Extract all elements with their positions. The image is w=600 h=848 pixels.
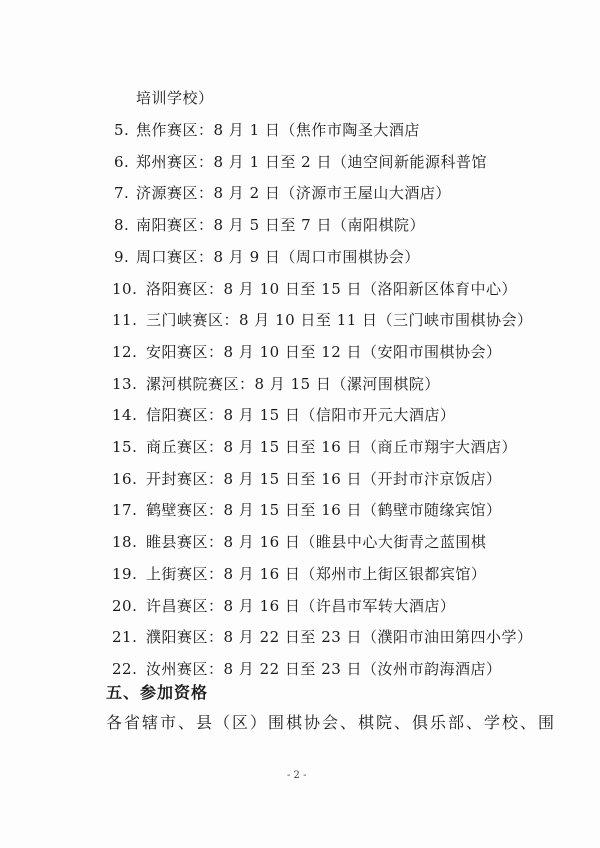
venue-item bbox=[112, 500, 502, 520]
venue-number: 14. bbox=[112, 406, 138, 424]
venue-number: 16. bbox=[112, 470, 138, 488]
venue-number: 17. bbox=[112, 501, 138, 519]
venue-text: 南阳赛区：8 月 5 日至 7 日（南阳棋院） bbox=[136, 216, 425, 234]
venue-text: 鹤壁赛区：8 月 15 日至 16 日（鹤壁市随缘宾馆） bbox=[146, 501, 502, 519]
venue-text: 汝州赛区：8 月 22 日至 23 日（汝州市韵海酒店） bbox=[146, 660, 502, 678]
venue-number: 10. bbox=[112, 280, 138, 298]
venue-number: 12. bbox=[112, 343, 138, 361]
venue-text: 信阳赛区：8 月 15 日（信阳市开元大酒店） bbox=[146, 406, 456, 424]
venue-item bbox=[114, 120, 420, 140]
venue-number: 6. bbox=[114, 153, 130, 171]
venue-item bbox=[112, 279, 517, 299]
venue-text: 漯河棋院赛区：8 月 15 日（漯河围棋院） bbox=[146, 375, 440, 393]
venue-item bbox=[112, 469, 502, 489]
venue-number: 21. bbox=[112, 628, 138, 646]
venue-item bbox=[112, 405, 455, 425]
venue-text: 睢县赛区：8 月 16 日（睢县中心大街青之蓝围棋 bbox=[146, 533, 487, 551]
venue-item bbox=[114, 183, 451, 203]
venue-item bbox=[112, 310, 533, 330]
section-heading: 五、参加资格 bbox=[106, 683, 209, 702]
venue-text: 洛阳赛区：8 月 10 日至 15 日（洛阳新区体育中心） bbox=[146, 280, 518, 298]
venue-text: 濮阳赛区：8 月 22 日至 23 日（濮阳市油田第四小学） bbox=[146, 628, 533, 646]
venue-item bbox=[112, 437, 517, 457]
page-number: - 2 - bbox=[287, 770, 307, 781]
venue-number: 9. bbox=[114, 248, 130, 266]
venue-number: 15. bbox=[112, 438, 138, 456]
venue-item bbox=[112, 374, 440, 394]
section-body: 各省辖市、县（区）围棋协会、棋院、俱乐部、学校、围 bbox=[106, 713, 557, 732]
venue-text: 三门峡赛区：8 月 10 日至 11 日（三门峡市围棋协会） bbox=[146, 311, 533, 329]
venue-text: 许昌赛区：8 月 16 日（许昌市军转大酒店） bbox=[146, 597, 456, 615]
venue-item bbox=[112, 659, 502, 679]
venue-item bbox=[112, 564, 486, 584]
venue-item bbox=[112, 342, 502, 362]
venue-item bbox=[114, 247, 420, 267]
venue-number: 8. bbox=[114, 216, 130, 234]
venue-text: 周口赛区：8 月 9 日（周口市围棋协会） bbox=[136, 248, 420, 266]
venue-number: 5. bbox=[114, 121, 130, 139]
venue-number: 18. bbox=[112, 533, 138, 551]
venue-text: 开封赛区：8 月 15 日至 16 日（开封市汴京饭店） bbox=[146, 470, 502, 488]
venue-number: 7. bbox=[114, 184, 130, 202]
venue-number: 22. bbox=[112, 660, 138, 678]
continuation-line: 培训学校） bbox=[136, 89, 214, 107]
venue-text: 商丘赛区：8 月 15 日至 16 日（商丘市翔宇大酒店） bbox=[146, 438, 518, 456]
venue-item bbox=[112, 627, 533, 647]
venue-item bbox=[112, 596, 455, 616]
venue-number: 13. bbox=[112, 375, 138, 393]
venue-text: 焦作赛区：8 月 1 日（焦作市陶圣大酒店 bbox=[136, 121, 420, 139]
venue-number: 20. bbox=[112, 597, 138, 615]
venue-number: 11. bbox=[112, 311, 138, 329]
venue-item bbox=[112, 532, 486, 552]
venue-number: 19. bbox=[112, 565, 138, 583]
venue-text: 济源赛区：8 月 2 日（济源市王屋山大酒店） bbox=[136, 184, 451, 202]
venue-text: 安阳赛区：8 月 10 日至 12 日（安阳市围棋协会） bbox=[146, 343, 502, 361]
venue-item bbox=[114, 215, 425, 235]
venue-text: 上街赛区：8 月 16 日（郑州市上街区银都宾馆） bbox=[146, 565, 487, 583]
venue-item bbox=[114, 152, 487, 172]
venue-text: 郑州赛区：8 月 1 日至 2 日（迪空间新能源科普馆 bbox=[136, 153, 487, 171]
